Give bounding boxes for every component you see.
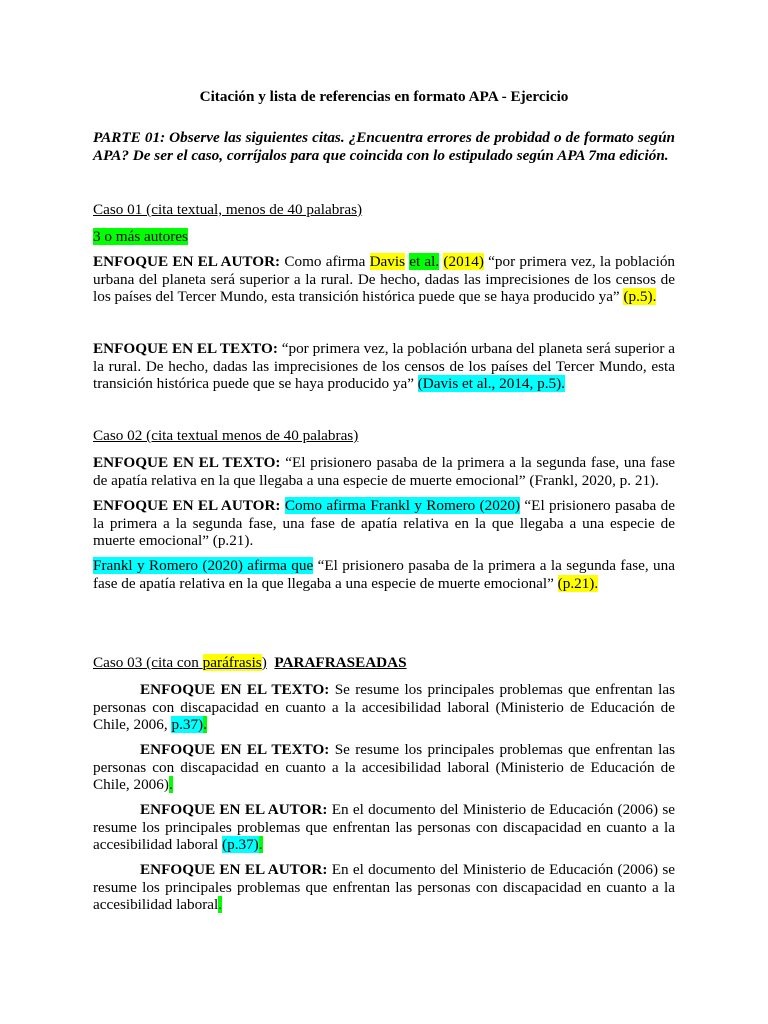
caso03-paragraph-2 xyxy=(93,741,675,794)
citation-highlight: (Davis et al., 2014, p.5). xyxy=(417,375,565,393)
document-title: Citación y lista de referencias en formato APA - Ejercicio xyxy=(199,88,569,105)
caso02-alt-paragraph xyxy=(93,557,675,592)
enfoque-label: ENFOQUE EN EL AUTOR: xyxy=(93,497,281,514)
enfoque-label: ENFOQUE EN EL AUTOR: xyxy=(140,861,328,878)
caso02-texto-paragraph xyxy=(93,454,675,489)
quote-text: “por primera vez, la población urbana del planeta será superior a la rural. De hecho, dadas las imprecisiones de los censos de los países del Tercer Mundo, esta transición histórica puede que se haya producido ya” xyxy=(93,340,675,393)
period-highlight: . xyxy=(168,776,173,794)
body-text: En el documento del Ministerio de Educación (2006) se resume los principales problemas que enfrentan las personas con discapacidad en cuanto a la accesibilidad laboral xyxy=(93,861,675,914)
caso01-texto-paragraph xyxy=(93,340,675,393)
caso01-tag xyxy=(93,228,675,246)
caso03-heading xyxy=(93,654,675,672)
caso01-autor-paragraph xyxy=(93,253,675,306)
quote-text: “El prisionero pasaba de la primera a la segunda fase, una fase de apatía relativa en la que llegaba a una especie de muerte emocional” (Frankl, 2020, p. 21). xyxy=(93,454,675,489)
body-text: Se resume los principales problemas que enfrentan las personas con discapacidad en cuanto a la accesibilidad laboral (Ministerio de Educación de Chile, 2006, xyxy=(93,681,675,734)
quote-text: “por primera vez, la población urbana del planeta será superior a la rural. De hecho, dadas las imprecisiones de los censos de los países del Tercer Mundo, esta transición histórica puede que se haya producido ya” xyxy=(93,253,676,306)
enfoque-label: ENFOQUE EN EL AUTOR: xyxy=(93,253,281,270)
period-highlight: . xyxy=(218,896,223,914)
author-highlight: Como afirma Frankl y Romero (2020) xyxy=(284,497,521,514)
caso03-paragraph-4 xyxy=(93,861,675,914)
etal-highlight: et al. xyxy=(409,253,440,270)
parafrasis-highlight: paráfrasis xyxy=(202,654,262,671)
caso01-heading: Caso 01 (cita textual, menos de 40 palabras) xyxy=(93,201,363,218)
enfoque-label: ENFOQUE EN EL AUTOR: xyxy=(140,801,328,818)
body-text: Se resume los principales problemas que enfrentan las personas con discapacidad en cuanto a la accesibilidad laboral (Ministerio de Educación de Chile, 2006) xyxy=(93,741,675,794)
body-text: En el documento del Ministerio de Educación (2006) se resume los principales problemas que enfrentan las personas con discapacidad en cuanto a la accesibilidad laboral xyxy=(93,801,675,854)
enfoque-label: ENFOQUE EN EL TEXTO: xyxy=(93,340,278,357)
page-highlight: (p.37) xyxy=(222,836,259,854)
caso03-paragraph-3 xyxy=(93,801,675,854)
caso02-heading: Caso 02 (cita textual menos de 40 palabras) xyxy=(93,427,359,444)
enfoque-label: ENFOQUE EN EL TEXTO: xyxy=(140,741,330,758)
text-run: Como afirma xyxy=(280,253,370,270)
author-highlight: Davis xyxy=(369,253,405,270)
period-highlight: . xyxy=(203,716,207,734)
parafraseadas-label: PARAFRASEADAS xyxy=(274,654,407,671)
author-highlight: Frankl y Romero (2020) afirma que xyxy=(93,557,314,574)
heading-text: Caso 03 (cita con xyxy=(93,654,203,671)
heading-text: ) xyxy=(261,654,267,671)
page-highlight: (p.5). xyxy=(623,288,657,306)
quote-text: “El prisionero pasaba de la primera a la segunda fase, una fase de apatía relativa en la que llegaba a una especie de muerte emocional” (p.21). xyxy=(93,497,675,550)
quote-text: “El prisionero pasaba de la primera a la segunda fase, una fase de apatía relativa en la que llegaba a una especie de muerte emocional” xyxy=(93,557,675,592)
page-highlight: p.37) xyxy=(171,716,204,734)
page-highlight: (p.21). xyxy=(557,574,599,592)
parte-instructions: PARTE 01: Observe las siguientes citas. ¿Encuentra errores de probidad o de formato según APA? De ser el caso, corríjalos para que coincida con lo estipulado según APA 7ma edición. xyxy=(93,129,675,164)
enfoque-label: ENFOQUE EN EL TEXTO: xyxy=(140,681,330,698)
caso03-paragraph-1 xyxy=(93,681,675,734)
enfoque-label: ENFOQUE EN EL TEXTO: xyxy=(93,454,281,471)
tag-highlight: 3 o más autores xyxy=(93,228,188,245)
year-highlight: (2014) xyxy=(443,253,484,270)
caso02-autor-paragraph xyxy=(93,497,675,550)
period-highlight: . xyxy=(258,836,263,854)
